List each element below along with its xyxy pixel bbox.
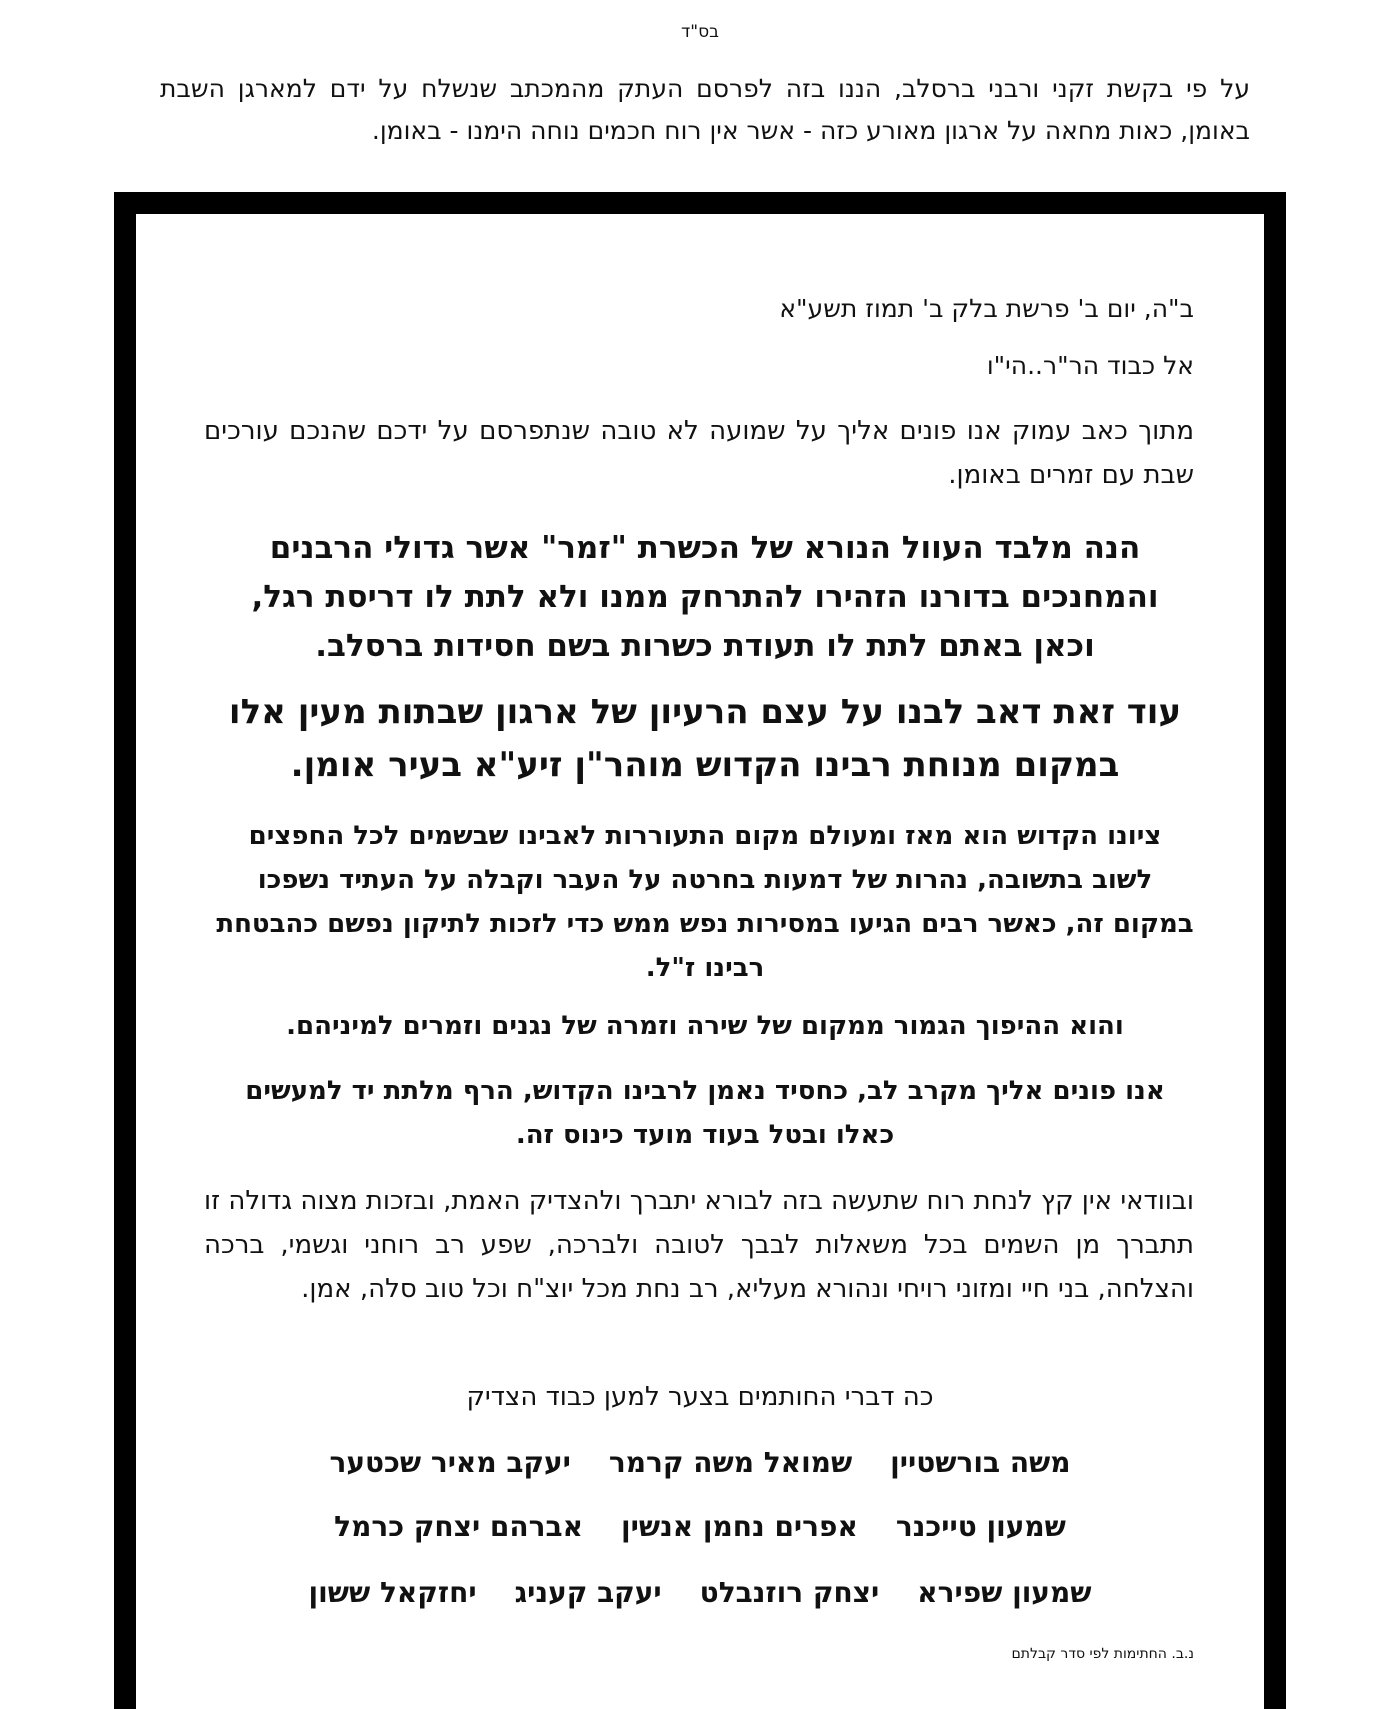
- paragraph-tziyun: ציונו הקדוש הוא מאז ומעולם מקום התעוררות לאבינו שבשמים לכל החפצים לשוב בתשובה, נהרות של דמעות בחרטה על העבר וקבלה על העתיד נשפכו במקום זה, כאשר רבים הגיעו במסירות נפש ממש כדי לזכות לתיקון נפשם כהבטחת רבינו ז"ל.: [216, 821, 1194, 983]
- letter-body: [136, 214, 1264, 1709]
- closing-line: כה דברי החותמים בצער למען כבוד הצדיק: [466, 1382, 934, 1412]
- signature-name: יחזקאל ששון: [308, 1576, 477, 1609]
- signature-name: אפרים נחמן אנשין: [620, 1510, 858, 1543]
- paragraph-opening: מתוך כאב עמוק אנו פונים אליך על שמועה לא טובה שנתפרסם על ידכם שהנכם עורכים שבת עם זמרים באומן.: [204, 416, 1194, 490]
- signature-name: שמעון שפירא: [917, 1576, 1092, 1609]
- letter-frame: [114, 192, 1286, 1709]
- signature-name: אברהם יצחק כרמל: [334, 1510, 583, 1543]
- intro-paragraph: על פי בקשת זקני ורבני ברסלב, הננו בזה לפרסם העתק מהמכתב שנשלח על ידם למארגן השבת באומן, כאות מחאה על ארגון מאורע כזה - אשר אין רוח חכמים נוחה הימנו - באומן.: [160, 74, 1250, 145]
- signature-name: יצחק רוזנבלט: [699, 1576, 880, 1609]
- signature-name: שמואל משה קרמר: [608, 1446, 853, 1479]
- paragraph-request: אנו פונים אליך מקרב לב, כחסיד נאמן לרבינו הקדוש, הרף מלתת יד למעשים כאלו ובטל בעוד מועד כינוס זה.: [245, 1076, 1165, 1150]
- footnote: נ.ב. החתימות לפי סדר קבלתם: [1011, 1646, 1194, 1662]
- paragraph-uman: עוד זאת דאב לבנו על עצם הרעיון של ארגון שבתות מעין אלו במקום מנוחת רבינו הקדוש מוהר"ן זיע"א בעיר אומן.: [228, 692, 1182, 785]
- signature-name: שמעון טייכנר: [895, 1510, 1066, 1543]
- signatures-row-3: [136, 1576, 1264, 1609]
- signature-name: יעקב מאיר שכטער: [329, 1446, 571, 1479]
- signature-name: יעקב קעניג: [514, 1576, 662, 1609]
- letter-date: ב"ה, יום ב' פרשת בלק ב' תמוז תשע"א: [779, 294, 1194, 323]
- signature-name: משה בורשטיין: [890, 1446, 1071, 1479]
- paragraph-opposite: והוא ההיפוך הגמור ממקום של שירה וזמרה של נגנים וזמרים למיניהם.: [286, 1011, 1124, 1041]
- signatures-row-1: [136, 1446, 1264, 1479]
- letter-addressee: אל כבוד הר"ר..הי"ו: [986, 351, 1194, 380]
- bsd-header: בס"ד: [681, 22, 719, 42]
- paragraph-zamar: הנה מלבד העוול הנורא של הכשרת "זמר" אשר גדולי הרבנים והמחנכים בדורנו הזהירו להתרחק ממנו ולא לתת לו דריסת רגל, וכאן באתם לתת לו תעודת כשרות בשם חסידות ברסלב.: [251, 530, 1159, 664]
- paragraph-blessing: ובוודאי אין קץ לנחת רוח שתעשה בזה לבורא יתברך ולהצדיק האמת, ובזכות מצוה גדולה זו תתברך מן השמים בכל משאלות לבבך לטובה ולברכה, שפע רב רוחני וגשמי, ברכה והצלחה, בני חיי ומזוני רויחי ונהורא מעליא, רב נחת מכל יוצ"ח וכל טוב סלה, אמן.: [203, 1186, 1194, 1304]
- signatures-row-2: [136, 1510, 1264, 1543]
